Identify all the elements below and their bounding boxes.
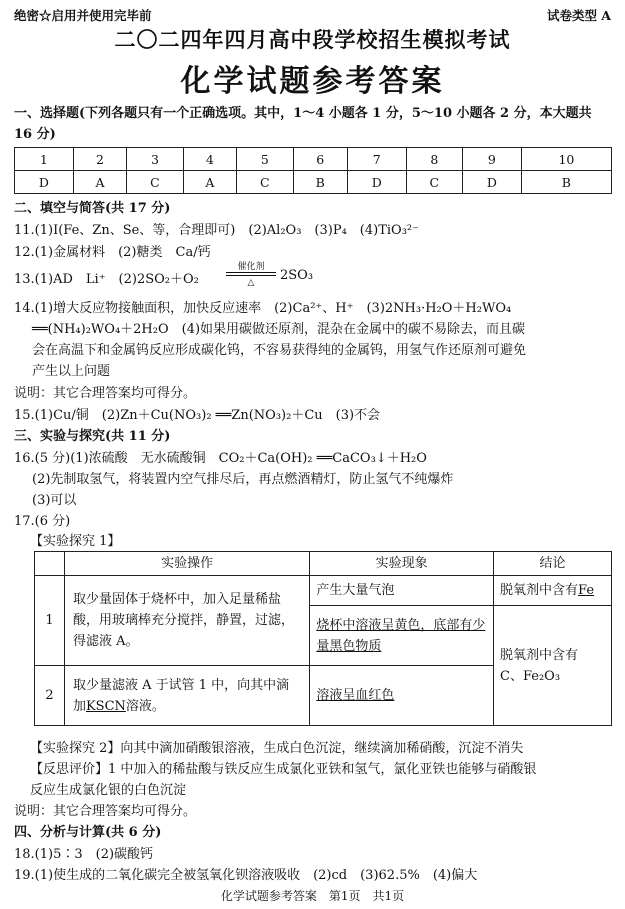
section-4-title: 四、分析与计算(共 6 分) [14, 825, 162, 840]
answer-14-line4: 产生以上问题 [32, 364, 111, 379]
conclusion-line-1: 脱氧剂中含有 [500, 647, 579, 663]
exam-title: 二〇二四年四月高中段学校招生模拟考试 [114, 27, 511, 52]
question-number-cell: 2 [73, 148, 126, 171]
reflection-line1: 【反思评价】1 中加入的稀盐酸与铁反应生成氯化亚铁和氢气，氯化亚铁也能够与硝酸银 [30, 762, 537, 777]
answer-16-line2: (2)先制取氢气，将装置内空气排尽后，再点燃酒精灯，防止氢气不纯爆炸 [32, 472, 454, 487]
section-2-title: 二、填空与简答(共 17 分) [14, 201, 171, 216]
row-number: 1 [35, 576, 65, 666]
answer-cell: D [463, 171, 522, 194]
paper-type-tag: 试卷类型 A [546, 8, 611, 23]
page-footer: 化学试题参考答案 第1页 共1页 [220, 889, 405, 903]
header-blank-cell [35, 552, 65, 576]
experiment-row-1a [35, 576, 612, 606]
question-number-cell: 8 [406, 148, 462, 171]
confidential-tag: 绝密☆启用并使用完毕前 [14, 8, 152, 23]
row-2-operation [64, 666, 309, 726]
conclusion-underlined-answer: Fe [578, 583, 595, 598]
note-2: 说明：其它合理答案均可得分。 [14, 804, 197, 819]
answer-16-line3: (3)可以 [32, 493, 77, 508]
answer-14-line1: 14.(1)增大反应物接触面积，加快反应速率 (2)Ca²⁺、H⁺ (3)2NH₃·H₂O＋H₂WO₄ [14, 301, 512, 316]
operation-text-end: 溶液。 [125, 698, 165, 714]
row-2-conclusion [494, 606, 612, 726]
answer-16-line1: 16.(5 分)(1)浓硫酸 无水硫酸铜 CO₂＋Ca(OH)₂ ══CaCO₃↓＋H₂O [14, 451, 427, 466]
reaction-arrow-line [226, 275, 276, 276]
question-number-cell: 9 [463, 148, 522, 171]
answer-cell: B [293, 171, 347, 194]
answer-cell: C [406, 171, 462, 194]
answer-cell: A [73, 171, 126, 194]
question-number-cell: 5 [237, 148, 293, 171]
answer-cell: B [521, 171, 611, 194]
operation-underlined-reagent: KSCN [85, 698, 126, 714]
answer-12: 12.(1)金属材料 (2)糖类 Ca/钙 [14, 245, 211, 260]
header-operation: 实验操作 [64, 552, 309, 576]
answer-cell: A [183, 171, 236, 194]
row-1-conclusion-1 [494, 576, 612, 606]
answer-14-line3: 会在高温下和金属钨反应形成碳化钨，不容易获得纯的金属钨，用氢气作还原剂可避免 [32, 343, 527, 358]
question-number-cell: 3 [127, 148, 183, 171]
answer-table [14, 147, 612, 194]
answer-15: 15.(1)Cu/铜 (2)Zn＋Cu(NO₃)₂ ══Zn(NO₃)₂＋Cu (3)不会 [14, 408, 381, 423]
answer-11: 11.(1)I(Fe、Zn、Se、等，合理即可) (2)Al₂O₃ (3)P₄ (4)TiO₃²⁻ [14, 223, 419, 238]
answer-cell: C [127, 171, 183, 194]
answer-13-part1: 13.(1)AD Li⁺ (2)2SO₂＋O₂ [14, 272, 199, 287]
reflection-line2: 反应生成氯化银的白色沉淀 [30, 783, 187, 798]
answer-cell: C [237, 171, 293, 194]
reaction-arrow-line [226, 272, 276, 273]
question-number-cell: 4 [183, 148, 236, 171]
note-1: 说明：其它合理答案均可得分。 [14, 386, 197, 401]
question-number-cell: 6 [293, 148, 347, 171]
answer-19: 19.(1)使生成的二氧化碳完全被氢氧化钡溶液吸收 (2)cd (3)62.5% (4)偏大 [14, 868, 478, 883]
section-3-title: 三、实验与探究(共 11 分) [14, 429, 171, 444]
row-1-operation: 取少量固体于烧杯中，加入足量稀盐酸，用玻璃棒充分搅拌，静置，过滤，得滤液 A。 [64, 576, 309, 666]
answer-14-line2: ══(NH₄)₂WO₄＋2H₂O (4)如果用碳做还原剂，混杂在金属中的碳不易除去，而且碳 [32, 322, 526, 337]
answer-cell: D [347, 171, 406, 194]
row-number: 2 [35, 666, 65, 726]
answer-17: 17.(6 分) [14, 514, 71, 529]
section-1-intro: 一、选择题(下列各题只有一个正确选项。其中，1～4 小题各 1 分，5～10 小题各 2 分，本大题共 16 分) [14, 106, 592, 142]
operation-text: 取少量滤液 A 于试管 1 中，向其中滴加 [72, 677, 290, 714]
document-title: 化学试题参考答案 [180, 64, 445, 99]
answer-13-part2: 2SO₃ [280, 268, 314, 283]
conclusion-line-2: C、Fe₂O₃ [500, 668, 561, 684]
conclusion-text: 脱氧剂中含有 [500, 583, 579, 598]
experiment-1-label: 【实验探究 1】 [30, 534, 121, 549]
question-number-cell: 1 [15, 148, 74, 171]
question-number-cell: 7 [347, 148, 406, 171]
catalyst-label: 催化剂 [237, 262, 265, 272]
row-1-phenomenon-2: 烧杯中溶液呈黄色，底部有少量黑色物质 [310, 606, 494, 666]
heat-symbol: △ [247, 278, 255, 288]
answer-cell: D [15, 171, 74, 194]
header-phenomenon: 实验现象 [310, 552, 494, 576]
answer-table-number-row [15, 148, 612, 171]
row-1-phenomenon-1: 产生大量气泡 [310, 576, 494, 606]
header-conclusion: 结论 [494, 552, 612, 576]
experiment-table [34, 551, 612, 726]
answer-18: 18.(1)5∶3 (2)碳酸钙 [14, 847, 154, 862]
row-2-phenomenon: 溶液呈血红色 [310, 666, 494, 726]
experiment-table-header [35, 552, 612, 576]
answer-table-answer-row [15, 171, 612, 194]
question-number-cell: 10 [521, 148, 611, 171]
experiment-2-answer: 【实验探究 2】向其中滴加硝酸银溶液，生成白色沉淀，继续滴加稀硝酸，沉淀不消失 [30, 741, 524, 756]
